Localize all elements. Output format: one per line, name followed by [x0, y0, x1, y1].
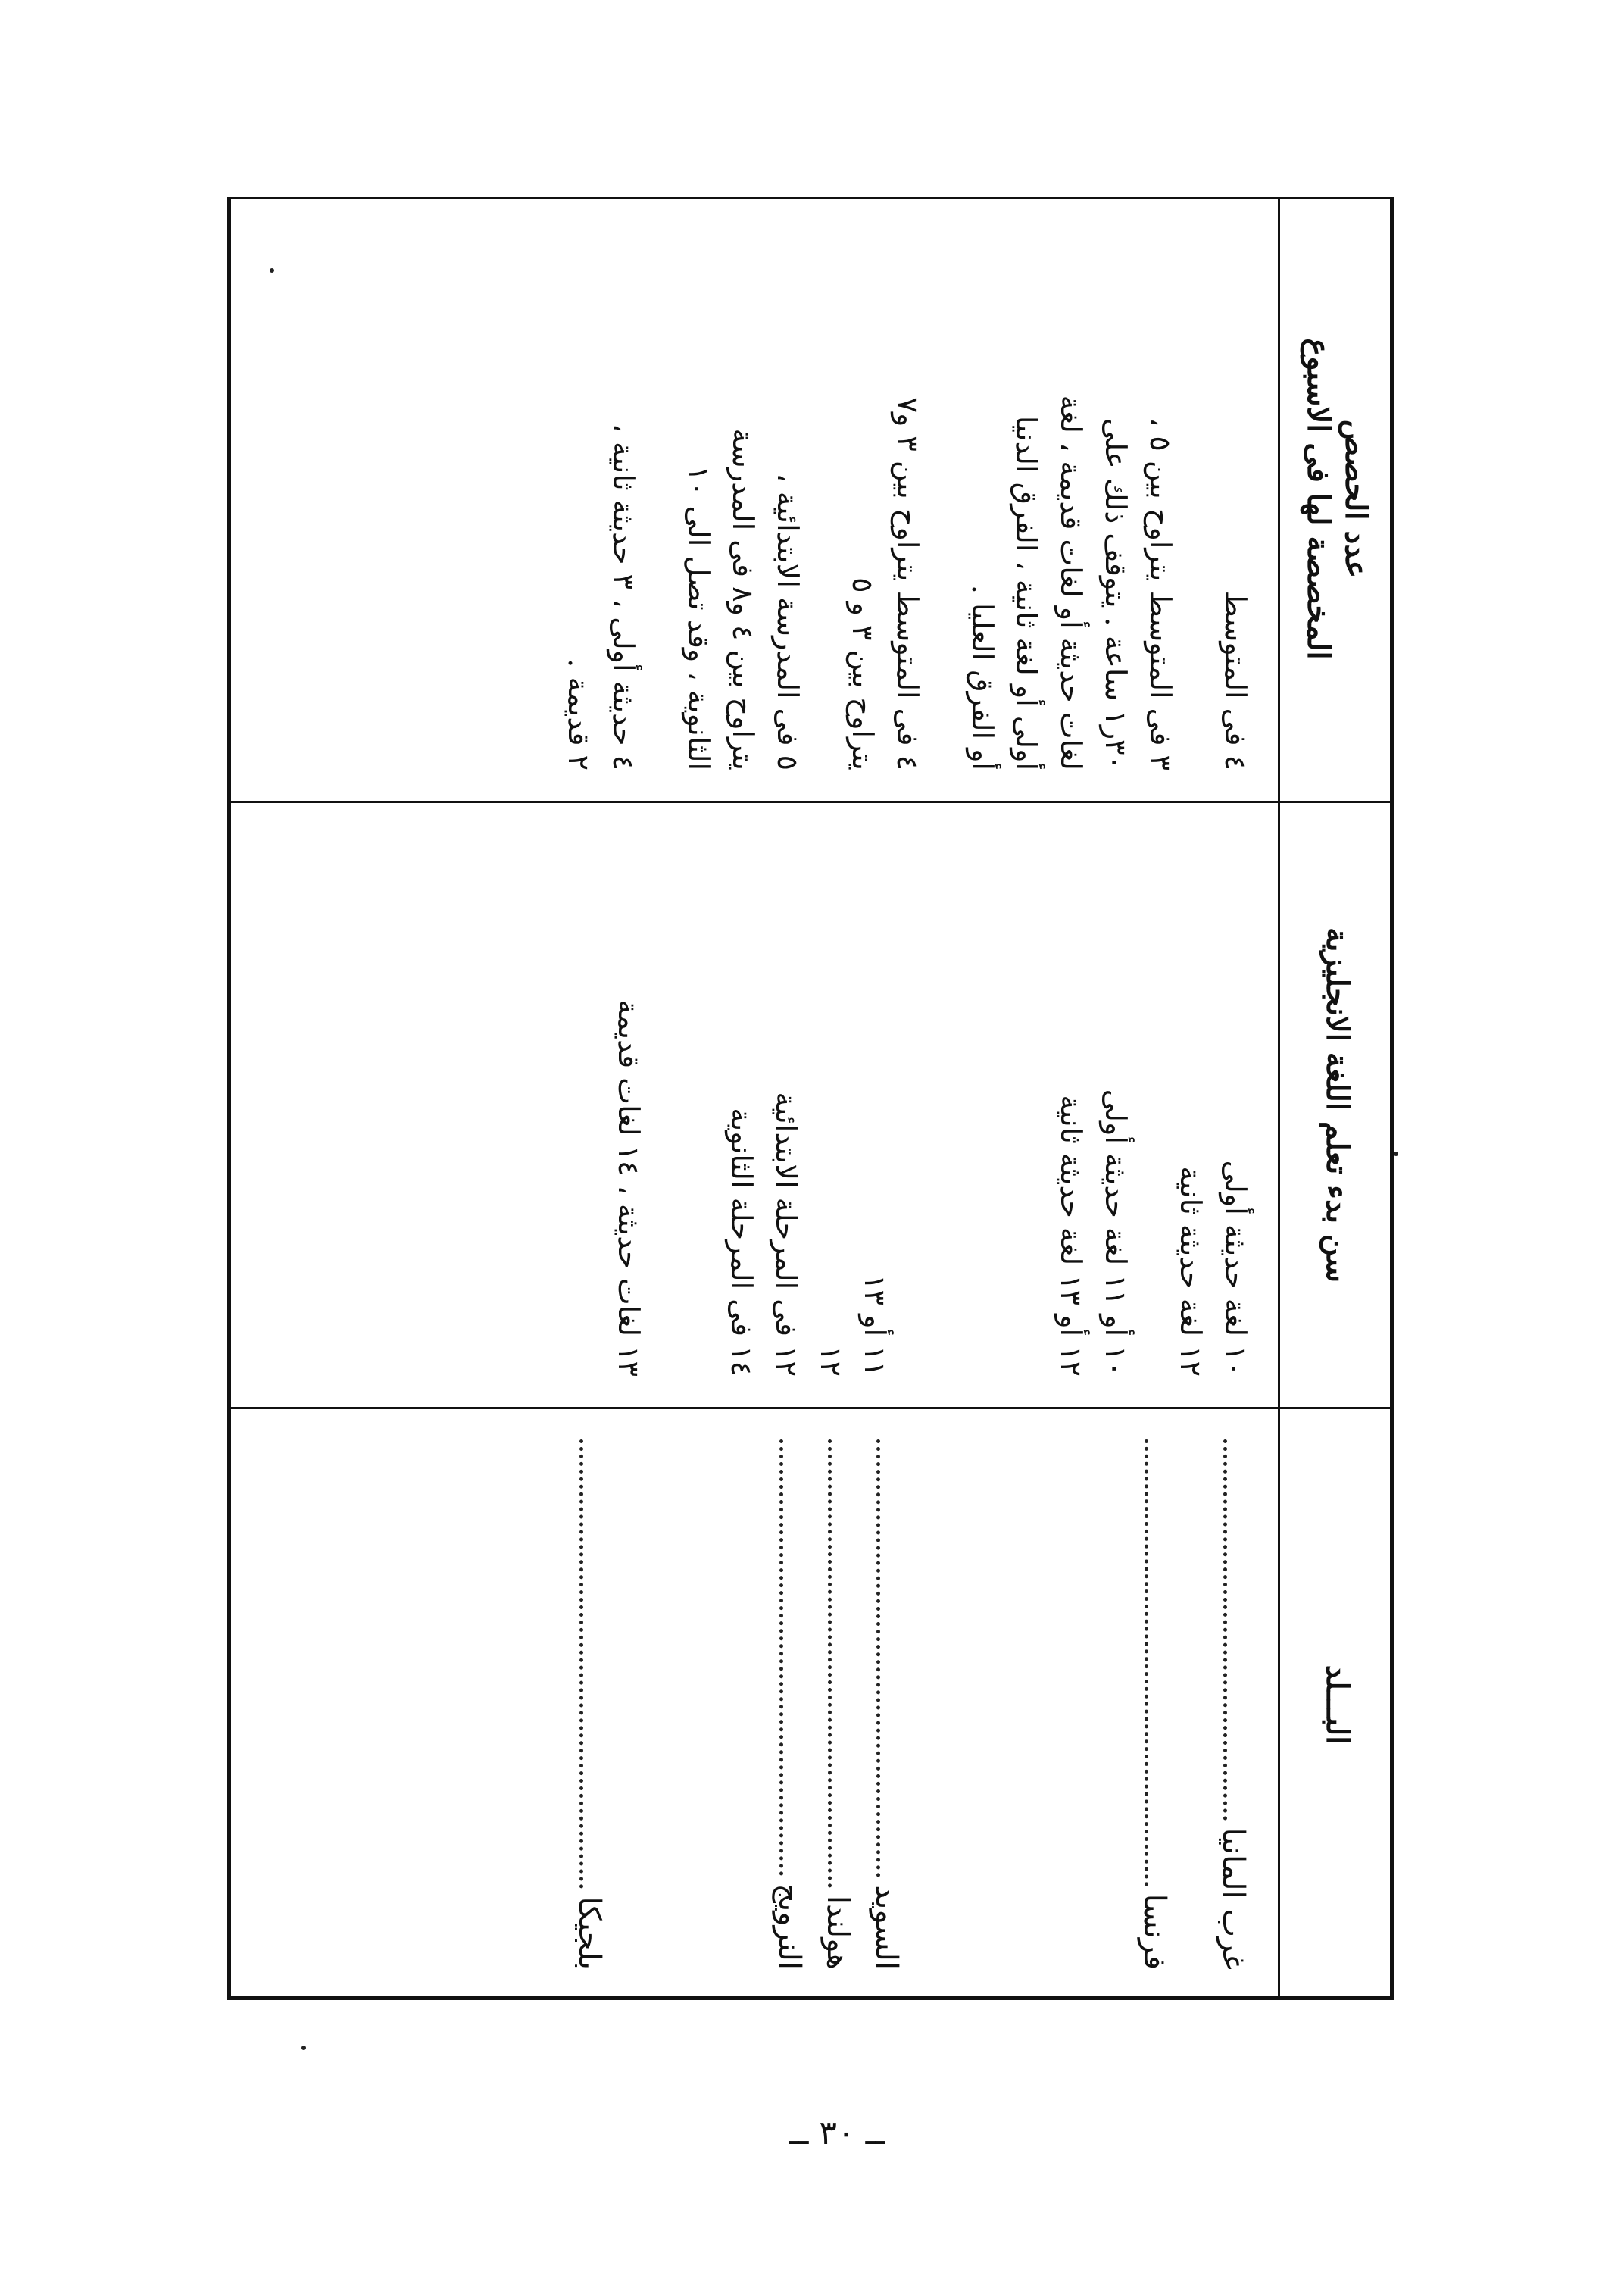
age-cell: ١٢: [814, 1346, 848, 1377]
age-cell: ١٣ لغات حديثة ، ١٤ لغات قديمة: [611, 999, 645, 1377]
leader-dots: [828, 1439, 832, 1888]
age-cell: ١٠ لغة حديثة أولى ١٢ لغة حديثة ثانية: [1174, 1160, 1252, 1377]
column-weekly-periods: [227, 197, 1394, 803]
periods-cell: يتراوح بين ٣ و ٥: [845, 577, 879, 770]
periods-cell: ٤ فى المتوسط يتراوح بين ٣ و٧: [890, 397, 924, 770]
row-country: [565, 1439, 614, 1970]
country-name: فرنسا: [1137, 1893, 1172, 1970]
periods-cell: ٤ فى المتوسط: [1219, 590, 1252, 770]
scan-speck: [270, 268, 274, 273]
column-start-age: [227, 803, 1394, 1409]
column-country: [227, 1409, 1394, 2000]
country-name: بلجيكا: [572, 1896, 607, 1970]
leader-dots: [1145, 1439, 1148, 1886]
header-weekly-periods-line1: عدد الحصص: [1338, 419, 1374, 579]
header-start-age: سن بدء تعلم اللغة الانجليزية: [1278, 803, 1394, 1407]
country-name: السويد: [869, 1885, 904, 1970]
country-name: النرويج: [772, 1883, 807, 1970]
row-country: [862, 1439, 910, 1970]
age-cell: ١١ أو ١٣: [858, 1274, 892, 1377]
periods-cell: ٣ فى المتوسط يتراوح بين ٥ ، ٣٠ر١ ساعة . يتوقف ذلك على لغات حديثة أو لغات قديمة ، لغة أولى أو لغة ثانية ، الفرق الدنيا أو الفرق العليا .: [965, 395, 1178, 770]
header-country: البـــلد: [1278, 1409, 1394, 2000]
row-country: [814, 1439, 862, 1970]
row-country: [765, 1439, 814, 1970]
country-name: هولندا: [820, 1895, 855, 1970]
row-country: [1209, 1439, 1257, 1970]
comparison-table: [227, 197, 1394, 2000]
periods-cell: ٥ فى المدرسة الابتدائية ، يتراوح بين ٤ و٨ فى المدرسة الثانوية ، وقد تصل الى ١٠: [682, 428, 804, 770]
periods-cell: ٤ حديثة أولى ، ٣ حديثة ثانية ، ٢ قديمة .: [562, 423, 641, 770]
page-number: ــ ٣٠ ــ: [789, 2114, 885, 2152]
age-cell: ١٢ فى المرحلة الابتدائية ١٤ فى المرحلة الثانوية: [724, 1092, 803, 1377]
row-country: [1130, 1439, 1179, 1970]
header-weekly-periods: [1278, 197, 1394, 801]
header-weekly-periods-line2: المخصصة لها فى الاسبوع: [1301, 338, 1336, 660]
scan-speck: [1394, 1152, 1398, 1156]
scan-speck: [301, 2046, 306, 2050]
country-name: غرب المانيا: [1216, 1827, 1251, 1970]
leader-dots: [876, 1439, 880, 1877]
leader-dots: [579, 1439, 583, 1889]
age-cell: ١٠ أو ١١ لغة حديثة أولى ١٢ أو ١٣ لغة حديثة ثانية: [1054, 1089, 1133, 1377]
leader-dots: [1223, 1439, 1227, 1821]
leader-dots: [779, 1439, 783, 1876]
